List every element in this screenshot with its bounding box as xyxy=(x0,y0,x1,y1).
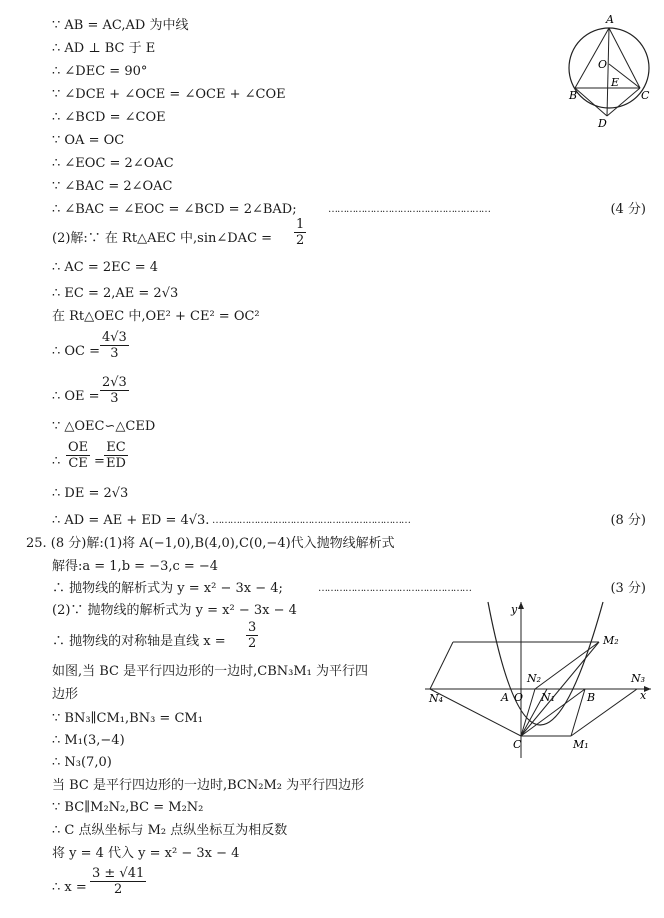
proof-line: ∴ ∠BAC = ∠EOC = ∠BCD = 2∠BAD; xyxy=(52,202,297,217)
label-M2: M₂ xyxy=(603,634,619,647)
fraction: $\frac{3 \pm √41}{2}$ xyxy=(92,866,145,897)
label-N3: N₃ xyxy=(631,672,646,685)
proof-line: ∵ △OEC∽△CED xyxy=(52,419,156,434)
label-A: A xyxy=(501,691,509,704)
label-O: O xyxy=(514,691,524,704)
fraction: $\frac{EC}{ED}$ xyxy=(106,440,126,471)
leader-dots: …………………………………………… xyxy=(318,583,471,594)
proof-line: ∴ DE = 2√3 xyxy=(52,486,129,501)
fraction: $\frac{OE}{CE}$ xyxy=(68,440,89,471)
proof-line: ∵ ∠BAC = 2∠OAC xyxy=(52,179,173,194)
score-mark: (4 分) xyxy=(610,202,646,217)
proof-line: ∴ EC = 2,AE = 2√3 xyxy=(52,286,179,301)
label-y: y xyxy=(511,603,518,616)
proof-line: ∵ OA = OC xyxy=(52,133,125,148)
proof-line: ∴ x = xyxy=(52,880,87,895)
proof-line: ∴ M₁(3,−4) xyxy=(52,733,125,748)
label-N1: N₁ xyxy=(541,691,556,704)
label-C: C xyxy=(513,738,522,751)
proof-line: ∵ AB = AC,AD 为中线 xyxy=(52,18,189,33)
proof-line: 当 BC 是平行四边形的一边时,BCN₂M₂ 为平行四边形 xyxy=(52,778,365,793)
proof-line: ∴ OE = xyxy=(52,389,100,404)
label-C: C xyxy=(641,89,650,102)
proof-line: ∴ C 点纵坐标与 M₂ 点纵坐标互为相反数 xyxy=(52,823,288,838)
fraction: $\frac{2√3}{3}$ xyxy=(102,375,127,406)
proof-line: (2)解:∵ 在 Rt△AEC 中,sin∠DAC = xyxy=(52,231,273,246)
label-M1: M₁ xyxy=(573,738,589,751)
proof-line: ∵ ∠DCE + ∠OCE = ∠OCE + ∠COE xyxy=(52,87,286,102)
equals-sign: = xyxy=(94,454,105,469)
leader-dots: ……………………………………………… xyxy=(328,204,490,215)
label-x: x xyxy=(640,689,647,702)
label-N4: N₄ xyxy=(429,692,444,705)
proof-line: ∴ 抛物线的对称轴是直线 x = xyxy=(52,634,226,649)
label-N2: N₂ xyxy=(527,672,542,685)
proof-line: ∵ BC∥M₂N₂,BC = M₂N₂ xyxy=(52,800,204,815)
score-mark: (3 分) xyxy=(610,581,646,596)
circle-figure xyxy=(565,8,655,132)
score-mark: (8 分) xyxy=(610,513,646,528)
proof-line: ∴ ∠DEC = 90° xyxy=(52,64,148,79)
fraction: $\frac{4√3}{3}$ xyxy=(102,330,127,361)
proof-line: ∴ ∠EOC = 2∠OAC xyxy=(52,156,174,171)
proof-line: ∴ OC = xyxy=(52,344,101,359)
label-E: E xyxy=(611,76,620,89)
label-A: A xyxy=(606,13,614,26)
proof-line: ∴ AC = 2EC = 4 xyxy=(52,260,159,275)
proof-line: ∵ BN₃∥CM₁,BN₃ = CM₁ xyxy=(52,711,203,726)
fraction: $\frac{1}{2}$ xyxy=(296,217,305,248)
label-B: B xyxy=(569,89,578,102)
proof-line: 如图,当 BC 是平行四边形的一边时,CBN₃M₁ 为平行四 xyxy=(52,664,369,679)
label-O: O xyxy=(598,58,608,71)
label-B: B xyxy=(587,691,596,704)
proof-line: ∴ xyxy=(52,454,61,469)
question-header: 25. (8 分)解:(1)将 A(−1,0),B(4,0),C(0,−4)代入抛物线解析式 xyxy=(26,536,395,551)
proof-line: ∴ ∠BCD = ∠COE xyxy=(52,110,166,125)
proof-line: ∴ 抛物线的解析式为 y = x² − 3x − 4; xyxy=(52,581,283,596)
proof-line: ∴ N₃(7,0) xyxy=(52,755,112,770)
label-D: D xyxy=(598,117,607,130)
leader-dots: ………………………………………………………… xyxy=(212,515,410,526)
fraction: $\frac{3}{2}$ xyxy=(248,620,257,651)
proof-line: 将 y = 4 代入 y = x² − 3x − 4 xyxy=(52,846,240,861)
proof-line: ∴ AD ⊥ BC 于 E xyxy=(52,41,156,56)
proof-line: 在 Rt△OEC 中,OE² + CE² = OC² xyxy=(52,309,260,324)
parabola-figure xyxy=(425,598,653,760)
proof-line: 边形 xyxy=(52,687,79,702)
proof-line: (2)∵ 抛物线的解析式为 y = x² − 3x − 4 xyxy=(52,603,297,618)
proof-line: 解得:a = 1,b = −3,c = −4 xyxy=(52,559,219,574)
proof-line: ∴ AD = AE + ED = 4√3. xyxy=(52,513,210,528)
